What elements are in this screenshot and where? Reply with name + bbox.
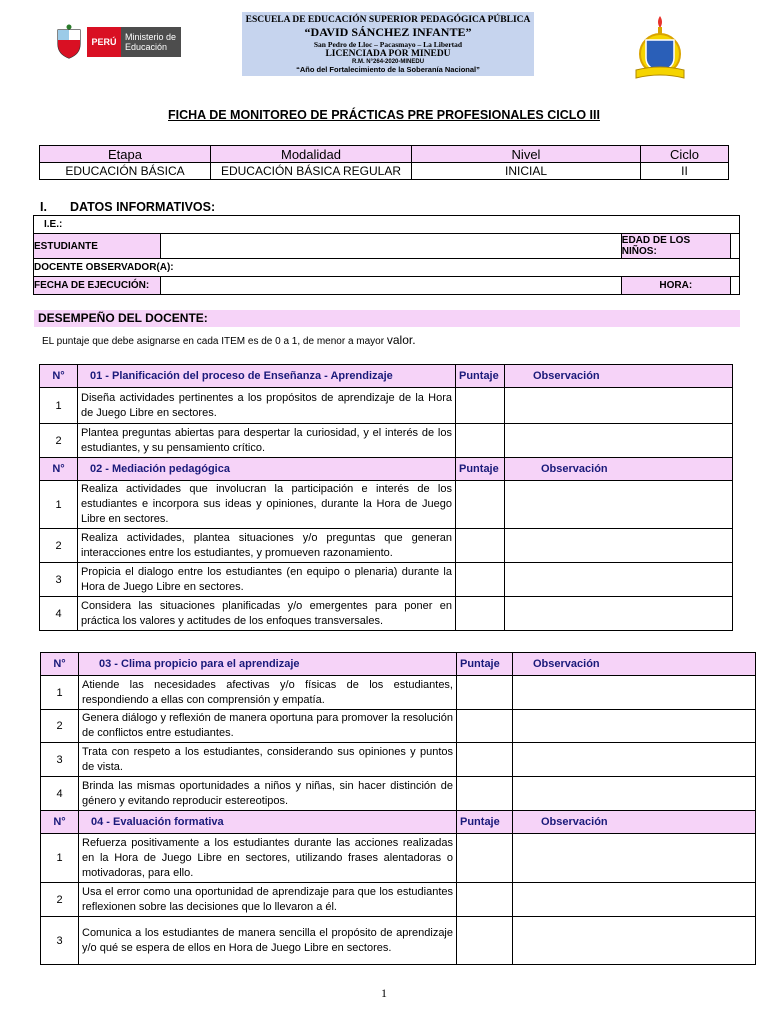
table-row bbox=[40, 424, 733, 458]
puntaje-cell[interactable] bbox=[457, 917, 513, 965]
table-row bbox=[40, 529, 733, 563]
table-row bbox=[41, 743, 756, 777]
section-header-04 bbox=[41, 811, 756, 834]
col-observacion: Observación bbox=[513, 653, 756, 676]
school-resolution: R.M. N°264-2020-MINEDU bbox=[351, 59, 425, 65]
desempeno-table-b bbox=[40, 652, 756, 965]
docente-label: DOCENTE OBSERVADOR(A): bbox=[34, 259, 740, 277]
puntaje-cell[interactable] bbox=[456, 529, 505, 563]
table-row bbox=[40, 563, 733, 597]
item-text: Plantea preguntas abiertas para despertar la curiosidad, y el interés de los estudiantes, y su pensamiento crítico. bbox=[78, 424, 456, 458]
fecha-field[interactable] bbox=[161, 277, 622, 295]
table-row bbox=[40, 597, 733, 631]
item-number: 1 bbox=[40, 481, 78, 529]
peru-label: PERÚ bbox=[87, 27, 121, 57]
item-text: Propicia el dialogo entre los estudiantes (en equipo o plenaria) durante la Hora de Juego Libre en sectores. bbox=[78, 563, 456, 597]
section-title: DATOS INFORMATIVOS: bbox=[70, 200, 216, 214]
col-n: N° bbox=[40, 458, 78, 481]
school-emblem-icon bbox=[632, 12, 688, 84]
item-text: Refuerza positivamente a los estudiantes durante las acciones realizadas en la Hora de Juego Libre en sectores, utilizando frases alentadoras o motivadoras, para ello. bbox=[79, 834, 457, 883]
section-header-02 bbox=[40, 458, 733, 481]
nivel-header: Nivel bbox=[412, 146, 641, 163]
section-title-03: 03 - Clima propicio para el aprendizaje bbox=[79, 653, 457, 676]
ministry-label: Ministerio de Educación bbox=[121, 27, 181, 57]
item-number: 3 bbox=[41, 917, 79, 965]
item-number: 2 bbox=[41, 883, 79, 917]
item-number: 1 bbox=[40, 388, 78, 424]
table-row bbox=[41, 676, 756, 710]
table-row bbox=[41, 777, 756, 811]
school-name: “DAVID SÁNCHEZ INFANTE” bbox=[304, 25, 472, 39]
modalidad-value: EDUCACIÓN BÁSICA REGULAR bbox=[211, 163, 412, 180]
observacion-cell[interactable] bbox=[505, 481, 733, 529]
item-text: Brinda las mismas oportunidades a niños y niñas, sin hacer distinción de género y evitando reproducir estereotipos. bbox=[79, 777, 457, 811]
item-number: 2 bbox=[40, 424, 78, 458]
item-number: 3 bbox=[40, 563, 78, 597]
document-title: FICHA DE MONITOREO DE PRÁCTICAS PRE PROFESIONALES CICLO III bbox=[168, 108, 600, 122]
puntaje-cell[interactable] bbox=[457, 710, 513, 743]
item-number: 4 bbox=[40, 597, 78, 631]
puntaje-cell[interactable] bbox=[456, 597, 505, 631]
peru-minedu-logo bbox=[54, 22, 184, 62]
etapa-table bbox=[39, 145, 729, 180]
fecha-label: FECHA DE EJECUCIÓN: bbox=[34, 277, 161, 295]
item-text: Comunica a los estudiantes de manera sencilla el propósito de aprendizaje y/o qué se espera de ellos en Hora de Juego Libre en sectores. bbox=[79, 917, 457, 965]
puntaje-cell[interactable] bbox=[457, 834, 513, 883]
observacion-cell[interactable] bbox=[505, 563, 733, 597]
puntaje-cell[interactable] bbox=[456, 563, 505, 597]
col-observacion: Observación bbox=[505, 458, 733, 481]
item-text: Atiende las necesidades afectivas y/o físicas de los estudiantes, respondiendo a ellas con comprensión y empatía. bbox=[79, 676, 457, 710]
col-observacion: Observación bbox=[505, 365, 733, 388]
table-row bbox=[41, 834, 756, 883]
edad-field[interactable] bbox=[730, 234, 739, 259]
observacion-cell[interactable] bbox=[513, 743, 756, 777]
page-number: 1 bbox=[381, 986, 387, 1000]
observacion-cell[interactable] bbox=[513, 710, 756, 743]
observacion-cell[interactable] bbox=[513, 917, 756, 965]
edad-label: EDAD DE LOS NIÑOS: bbox=[621, 234, 730, 259]
col-n: N° bbox=[40, 365, 78, 388]
item-text: Diseña actividades pertinentes a los propósitos de aprendizaje de la Hora de Juego Libre en sectores. bbox=[78, 388, 456, 424]
ciclo-header: Ciclo bbox=[641, 146, 729, 163]
puntaje-cell[interactable] bbox=[457, 676, 513, 710]
puntaje-cell[interactable] bbox=[457, 777, 513, 811]
section-title-04: 04 - Evaluación formativa bbox=[79, 811, 457, 834]
school-line1: ESCUELA DE EDUCACIÓN SUPERIOR PEDAGÓGICA PÚBLICA bbox=[245, 15, 531, 25]
item-number: 1 bbox=[41, 676, 79, 710]
section-title-01: 01 - Planificación del proceso de Enseñanza - Aprendizaje bbox=[78, 365, 456, 388]
observacion-cell[interactable] bbox=[513, 834, 756, 883]
school-license: LICENCIADA POR MINEDU bbox=[325, 49, 451, 59]
puntaje-cell[interactable] bbox=[457, 883, 513, 917]
datos-table bbox=[33, 215, 740, 295]
observacion-cell[interactable] bbox=[513, 883, 756, 917]
hora-label: HORA: bbox=[621, 277, 730, 295]
etapa-header: Etapa bbox=[40, 146, 211, 163]
observacion-cell[interactable] bbox=[505, 597, 733, 631]
section-header-03 bbox=[41, 653, 756, 676]
peru-shield-icon bbox=[54, 24, 84, 60]
puntaje-cell[interactable] bbox=[457, 743, 513, 777]
score-note-end: valor. bbox=[386, 333, 416, 347]
ciclo-value: II bbox=[641, 163, 729, 180]
table-row bbox=[40, 481, 733, 529]
col-observacion: Observación bbox=[513, 811, 756, 834]
observacion-cell[interactable] bbox=[505, 529, 733, 563]
table-row bbox=[41, 917, 756, 965]
hora-field[interactable] bbox=[730, 277, 739, 295]
item-number: 2 bbox=[40, 529, 78, 563]
puntaje-cell[interactable] bbox=[456, 481, 505, 529]
col-puntaje: Puntaje bbox=[456, 458, 505, 481]
item-text: Considera las situaciones planificadas y/o emergentes para poner en práctica los valores y actitudes de los enfoques transversales. bbox=[78, 597, 456, 631]
col-puntaje: Puntaje bbox=[457, 811, 513, 834]
col-n: N° bbox=[41, 653, 79, 676]
puntaje-cell[interactable] bbox=[456, 388, 505, 424]
item-number: 2 bbox=[41, 710, 79, 743]
item-text: Realiza actividades, plantea situaciones y/o preguntas que generan interacciones entre los estudiantes, y promueven razonamiento. bbox=[78, 529, 456, 563]
datos-informativos-title bbox=[40, 200, 215, 214]
school-header-box bbox=[242, 12, 534, 76]
item-text: Genera diálogo y reflexión de manera oportuna para promover la resolución de conflictos entre estudiantes. bbox=[79, 710, 457, 743]
item-text: Trata con respeto a los estudiantes, considerando sus opiniones y puntos de vista. bbox=[79, 743, 457, 777]
modalidad-header: Modalidad bbox=[211, 146, 412, 163]
observacion-cell[interactable] bbox=[513, 777, 756, 811]
section-header-01 bbox=[40, 365, 733, 388]
score-note-text: EL puntaje que debe asignarse en cada ITEM es de 0 a 1, de menor a mayor bbox=[42, 336, 385, 347]
table-row bbox=[40, 388, 733, 424]
col-puntaje: Puntaje bbox=[456, 365, 505, 388]
score-note bbox=[42, 333, 416, 347]
col-n: N° bbox=[41, 811, 79, 834]
section-number: I. bbox=[40, 200, 47, 214]
estudiante-label: ESTUDIANTE bbox=[34, 234, 161, 259]
desempeno-table-a bbox=[39, 364, 733, 631]
item-number: 1 bbox=[41, 834, 79, 883]
section-title-02: 02 - Mediación pedagógica bbox=[78, 458, 456, 481]
estudiante-field[interactable] bbox=[161, 234, 622, 259]
year-motto: “Año del Fortalecimiento de la Soberanía Nacional” bbox=[296, 65, 480, 74]
observacion-cell[interactable] bbox=[505, 424, 733, 458]
table-row bbox=[41, 883, 756, 917]
desempeno-title: DESEMPEÑO DEL DOCENTE: bbox=[34, 310, 740, 327]
table-row bbox=[41, 710, 756, 743]
item-number: 3 bbox=[41, 743, 79, 777]
etapa-value: EDUCACIÓN BÁSICA bbox=[40, 163, 211, 180]
item-number: 4 bbox=[41, 777, 79, 811]
nivel-value: INICIAL bbox=[412, 163, 641, 180]
item-text: Realiza actividades que involucran la participación e interés de los estudiantes e incorpora sus ideas y opiniones, durante la Hora de Juego Libre en sectores. bbox=[78, 481, 456, 529]
ie-label: I.E.: bbox=[34, 216, 740, 234]
item-text: Usa el error como una oportunidad de aprendizaje para que los estudiantes reflexionen sobre las decisiones que lo llevaron a él. bbox=[79, 883, 457, 917]
col-puntaje: Puntaje bbox=[457, 653, 513, 676]
observacion-cell[interactable] bbox=[513, 676, 756, 710]
school-location: San Pedro de Lloc – Pacasmayo – La Libertad bbox=[313, 40, 463, 49]
observacion-cell[interactable] bbox=[505, 388, 733, 424]
puntaje-cell[interactable] bbox=[456, 424, 505, 458]
